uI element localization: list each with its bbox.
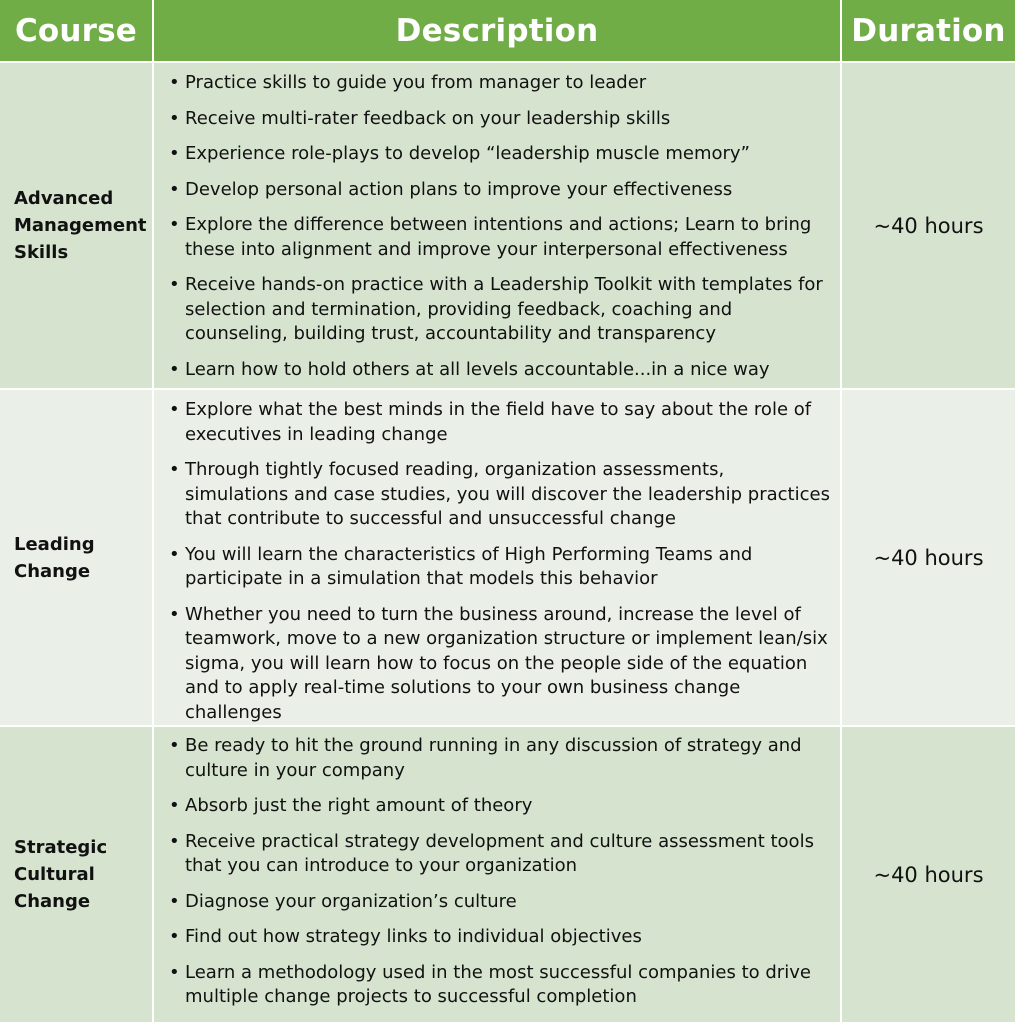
- bullet-list: [168, 71, 830, 382]
- bullet-item: • Explore what the best minds in the field have to say about the role of executives in leading change: [168, 398, 830, 447]
- course-name-line: Strategic: [14, 837, 108, 858]
- bullet-item: • Be ready to hit the ground running in any discussion of strategy and culture in your company: [168, 734, 830, 783]
- duration-cell-advanced-management-skills: [842, 63, 1015, 390]
- header-duration: Duration: [842, 0, 1015, 63]
- course-name: [14, 834, 107, 915]
- bullet-item: • Receive multi-rater feedback on your leadership skills: [168, 107, 830, 132]
- duration-cell-strategic-cultural-change: [842, 727, 1015, 1024]
- bullet-item: • Whether you need to turn the business around, increase the level of teamwork, move to a new organization structure or implement lean/six sigma, you will learn how to focus on the people side of the equation and to apply real-time solutions to your own business change challenges: [168, 603, 830, 726]
- course-name-line: Change: [14, 891, 91, 912]
- bullet-item: • Through tightly focused reading, organization assessments, simulations and case studies, you will discover the leadership practices that contribute to successful and unsuccessful change: [168, 458, 830, 532]
- description-cell-strategic-cultural-change: [154, 727, 842, 1024]
- course-name: [14, 185, 147, 266]
- duration-value: ~40 hours: [873, 213, 984, 238]
- header-course: Course: [0, 0, 154, 63]
- course-name-line: Cultural: [14, 864, 95, 885]
- bullet-item: • Explore the difference between intentions and actions; Learn to bring these into alignment and improve your interpersonal effectiveness: [168, 213, 830, 262]
- bullet-item: • Learn how to hold others at all levels accountable...in a nice way: [168, 358, 830, 383]
- course-name-line: Management: [14, 215, 147, 236]
- description-cell-leading-change: [154, 390, 842, 727]
- bullet-item: • Develop personal action plans to improve your effectiveness: [168, 178, 830, 203]
- course-name-line: Skills: [14, 242, 69, 263]
- duration-value: ~40 hours: [873, 862, 984, 887]
- course-cell-leading-change: [0, 390, 154, 727]
- duration-value: ~40 hours: [873, 545, 984, 570]
- course-cell-advanced-management-skills: [0, 63, 154, 390]
- bullet-item: • Diagnose your organization’s culture: [168, 890, 830, 915]
- bullet-item: • You will learn the characteristics of High Performing Teams and participate in a simulation that models this behavior: [168, 543, 830, 592]
- bullet-item: • Practice skills to guide you from manager to leader: [168, 71, 830, 96]
- duration-cell-leading-change: [842, 390, 1015, 727]
- course-cell-strategic-cultural-change: [0, 727, 154, 1024]
- bullet-item: • Experience role-plays to develop “leadership muscle memory”: [168, 142, 830, 167]
- bullet-item: • Receive hands-on practice with a Leadership Toolkit with templates for selection and termination, providing feedback, coaching and counseling, building trust, accountability and transparency: [168, 273, 830, 347]
- bullet-list: [168, 398, 830, 725]
- course-name-line: Advanced: [14, 188, 114, 209]
- bullet-item: • Learn a methodology used in the most successful companies to drive multiple change projects to successful completion: [168, 961, 830, 1010]
- bullet-item: • Absorb just the right amount of theory: [168, 794, 830, 819]
- header-description: Description: [154, 0, 842, 63]
- course-name: [14, 531, 95, 585]
- course-name-line: Leading: [14, 533, 95, 555]
- course-name-line: Change: [14, 560, 91, 582]
- bullet-item: • Receive practical strategy development and culture assessment tools that you can introduce to your organization: [168, 830, 830, 879]
- bullet-list: [168, 734, 830, 1010]
- bullet-item: • Find out how strategy links to individual objectives: [168, 925, 830, 950]
- description-cell-advanced-management-skills: [154, 63, 842, 390]
